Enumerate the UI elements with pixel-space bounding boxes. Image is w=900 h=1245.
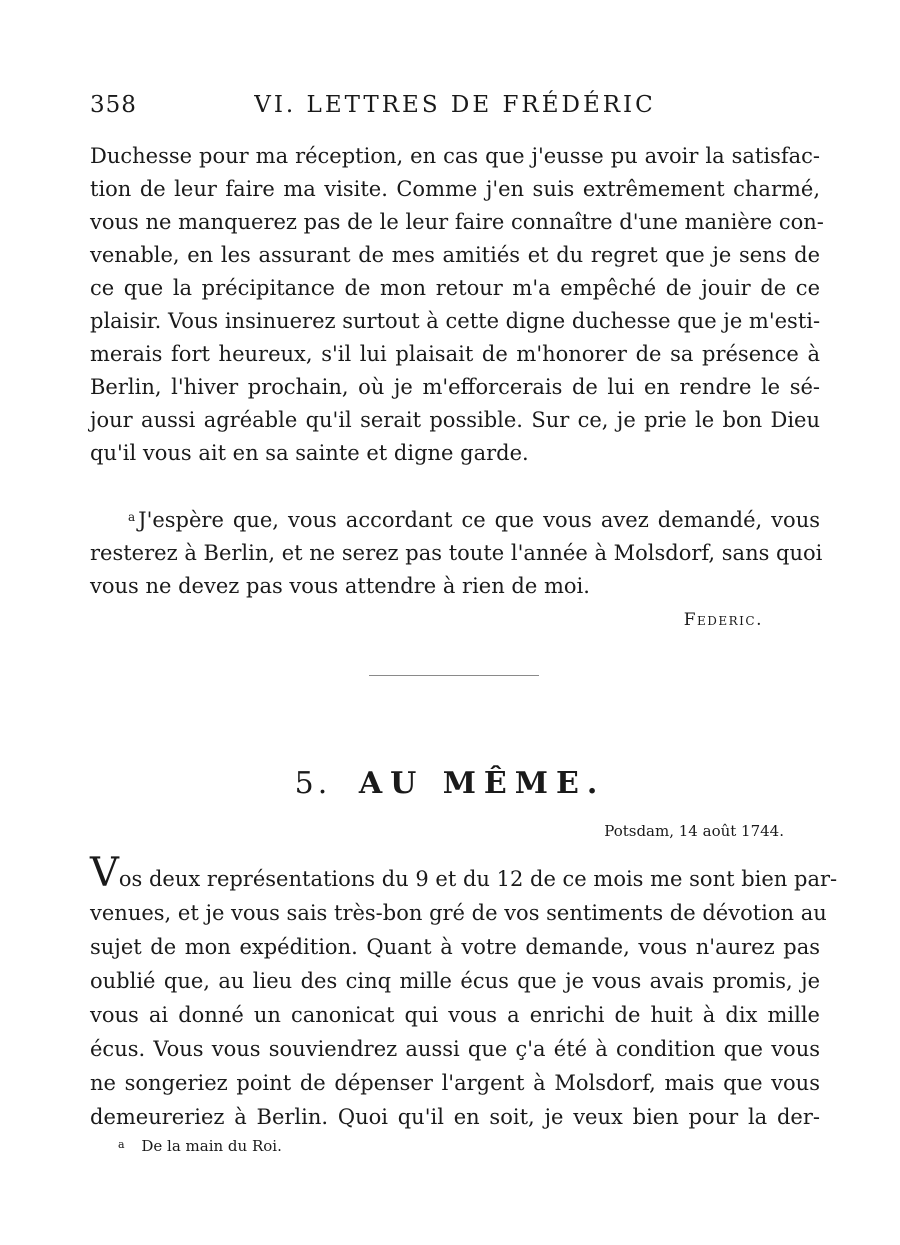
text-line: qu'il vous ait en sa sainte et digne garde. xyxy=(90,441,529,465)
text-line-content: J'espère que, vous accordant ce que vous avez demandé, vous xyxy=(138,508,820,532)
text-line xyxy=(90,850,838,896)
text-line: oublié que, au lieu des cinq mille écus que je vous avais promis, je xyxy=(90,969,820,993)
text-line: plaisir. Vous insinuerez surtout à cette digne duchesse que je m'esti- xyxy=(90,309,821,333)
footnote-reference: a xyxy=(128,510,136,524)
text-line: merais fort heureux, s'il lui plaisait de m'honorer de sa présence à xyxy=(90,342,820,366)
text-line: venable, en les assurant de mes amitiés et du regret que je sens de xyxy=(90,243,820,267)
text-line: vous ne devez pas vous attendre à rien de moi. xyxy=(90,574,590,598)
footnote-mark: a xyxy=(118,1138,125,1151)
text-line: venues, et je vous sais très-bon gré de vos sentiments de dévotion au xyxy=(90,901,827,925)
text-line: resterez à Berlin, et ne serez pas toute l'année à Molsdorf, sans quoi xyxy=(90,541,823,565)
running-title: VI. LETTRES DE FRÉDÉRIC xyxy=(254,92,656,118)
text-line: Duchesse pour ma réception, en cas que j'eusse pu avoir la satisfac- xyxy=(90,144,820,168)
letter-continuation-paragraph xyxy=(90,140,824,470)
text-line: jour aussi agréable qu'il serait possible. Sur ce, je prie le bon Dieu xyxy=(90,408,820,432)
footnote-text: De la main du Roi. xyxy=(141,1137,282,1155)
signature: Federic. xyxy=(683,610,763,630)
drop-cap: V xyxy=(90,850,119,896)
text-line: sujet de mon expédition. Quant à votre demande, vous n'aurez pas xyxy=(90,935,820,959)
text-line: écus. Vous vous souviendrez aussi que ç'a été à condition que vous xyxy=(90,1037,820,1061)
footnote xyxy=(118,1137,282,1155)
text-line: Berlin, l'hiver prochain, où je m'efforcerais de lui en rendre le sé- xyxy=(90,375,820,399)
dateline: Potsdam, 14 août 1744. xyxy=(604,822,784,840)
postscript-paragraph xyxy=(90,501,823,603)
page-number: 358 xyxy=(90,92,137,118)
text-line-content: os deux représentations du 9 et du 12 de ce mois me sont bien par- xyxy=(118,867,838,891)
page-header xyxy=(90,92,820,126)
section-heading xyxy=(0,766,900,801)
text-line: vous ne manquerez pas de le leur faire connaître d'une manière con- xyxy=(90,210,824,234)
text-line: vous ai donné un canonicat qui vous a enrichi de huit à dix mille xyxy=(90,1003,820,1027)
section-title: AU MÊME. xyxy=(358,766,606,801)
text-line: ne songeriez point de dépenser l'argent à Molsdorf, mais que vous xyxy=(90,1071,820,1095)
section-number: 5. xyxy=(294,766,332,801)
text-line: demeureriez à Berlin. Quoi qu'il en soit, je veux bien pour la der- xyxy=(90,1105,820,1129)
section-divider xyxy=(369,675,539,676)
text-line: tion de leur faire ma visite. Comme j'en suis extrêmement charmé, xyxy=(90,177,820,201)
text-line xyxy=(90,501,820,537)
text-line: ce que la précipitance de mon retour m'a empêché de jouir de ce xyxy=(90,276,820,300)
letter-body-paragraph xyxy=(90,850,838,1134)
